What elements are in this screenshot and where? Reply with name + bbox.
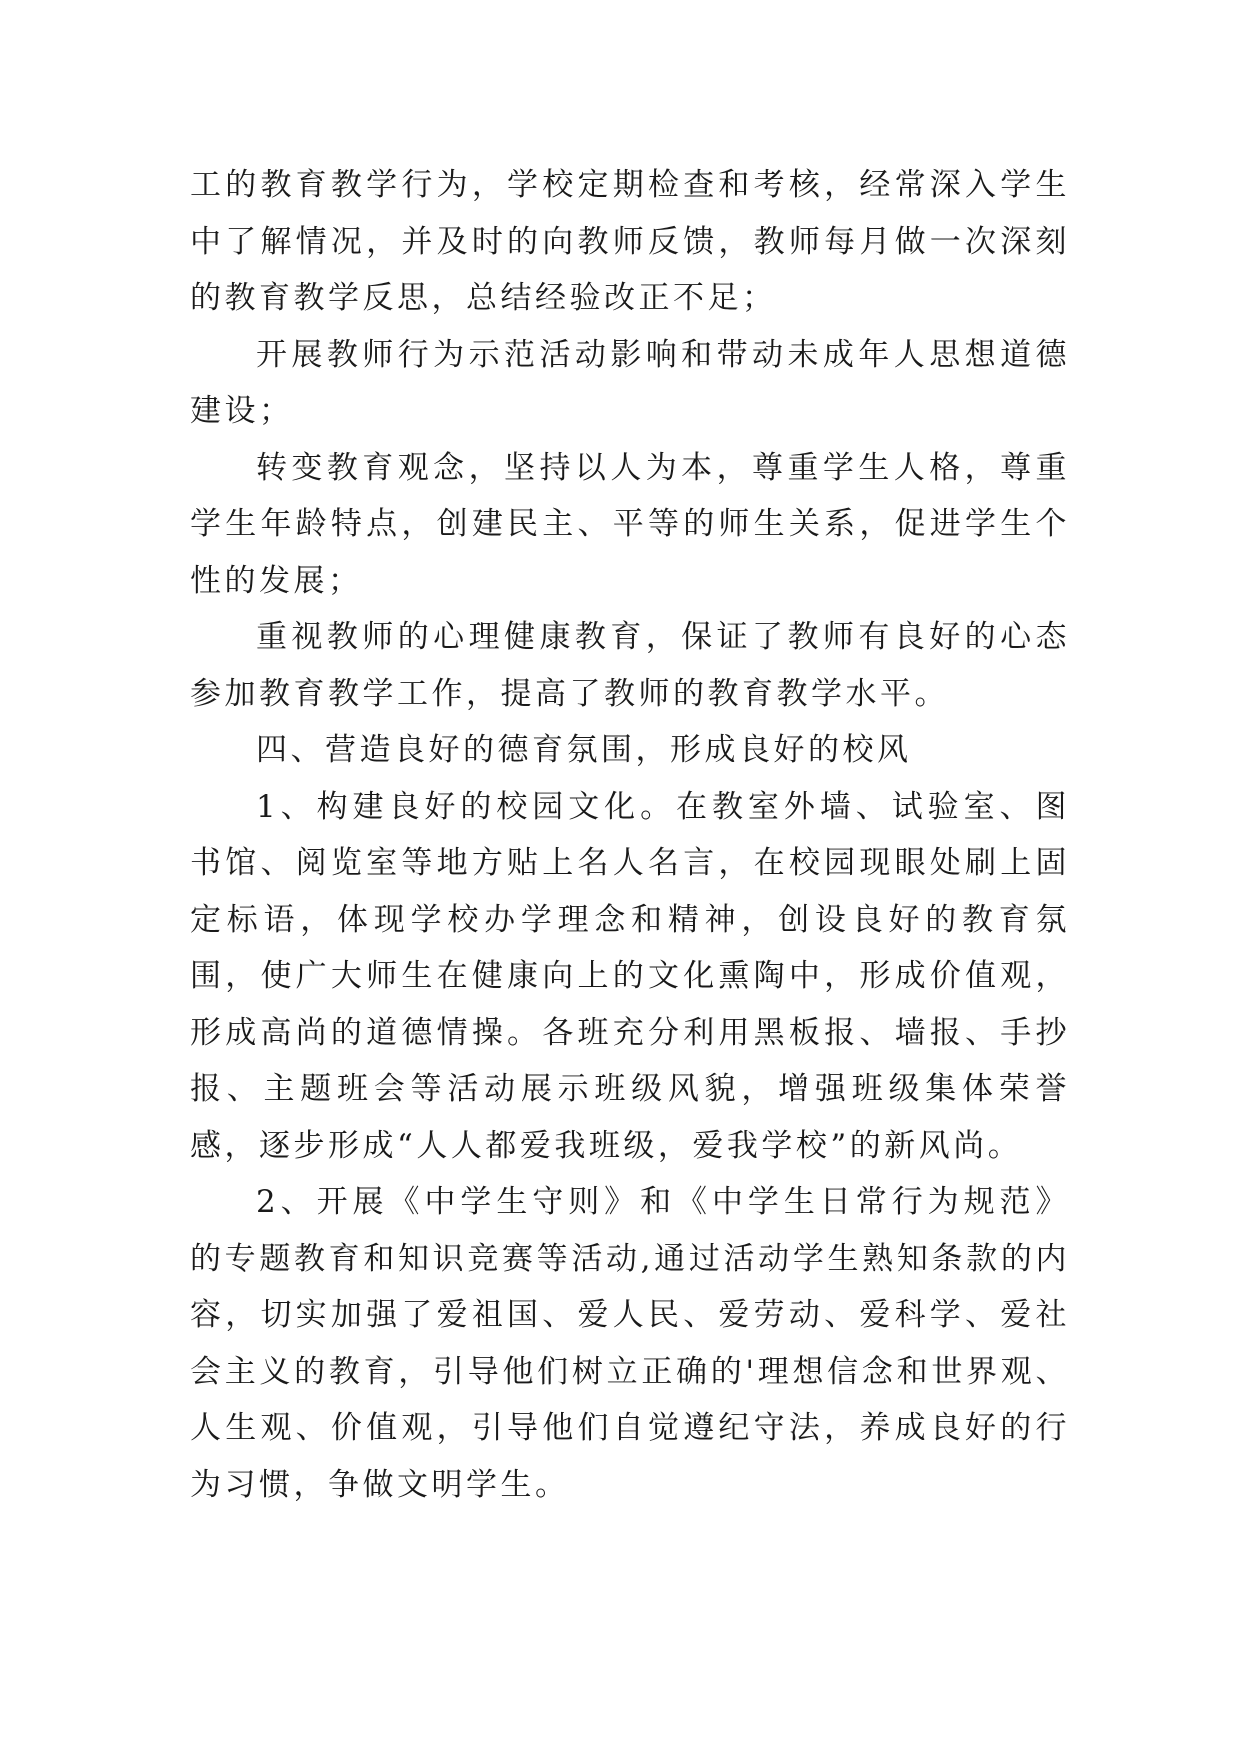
paragraph-3: 转变教育观念，坚持以人为本，尊重学生人格，尊重学生年龄特点，创建民主、平等的师生关系，促进学生个性的发展； bbox=[190, 449, 1070, 599]
paragraph-campus-culture: 1、构建良好的校园文化。在教室外墙、试验室、图书馆、阅览室等地方贴上名人名言，在校园现眼处刷上固定标语，体现学校办学理念和精神，创设良好的教育氛围，使广大师生在健康向上的文化熏陶中，形成价值观，形成高尚的道德情操。各班充分利用黑板报、墙报、手抄报、主题班会等活动展示班级风貌，增强班级集体荣誉感，逐步形成“人人都爱我班级，爱我学校”的新风尚。 bbox=[190, 788, 1070, 1164]
paragraph-code-education: 2、开展《中学生守则》和《中学生日常行为规范》的专题教育和知识竞赛等活动,通过活动学生熟知条款的内容，切实加强了爱祖国、爱人民、爱劳动、爱科学、爱社会主义的教育，引导他们树立正确的'理想信念和世界观、人生观、价值观，引导他们自觉遵纪守法，养成良好的行为习惯，争做文明学生。 bbox=[190, 1184, 1070, 1503]
section-heading-4: 四、营造良好的德育氛围，形成良好的校风 bbox=[256, 732, 912, 768]
paragraph-2: 开展教师行为示范活动影响和带动未成年人思想道德建设； bbox=[190, 336, 1070, 429]
document-body bbox=[190, 157, 1070, 1513]
paragraph-1: 工的教育教学行为，学校定期检查和考核，经常深入学生中了解情况，并及时的向教师反馈，教师每月做一次深刻的教育教学反思，总结经验改正不足； bbox=[190, 167, 1070, 316]
paragraph-4: 重视教师的心理健康教育，保证了教师有良好的心态参加教育教学工作，提高了教师的教育教学水平。 bbox=[190, 619, 1070, 712]
